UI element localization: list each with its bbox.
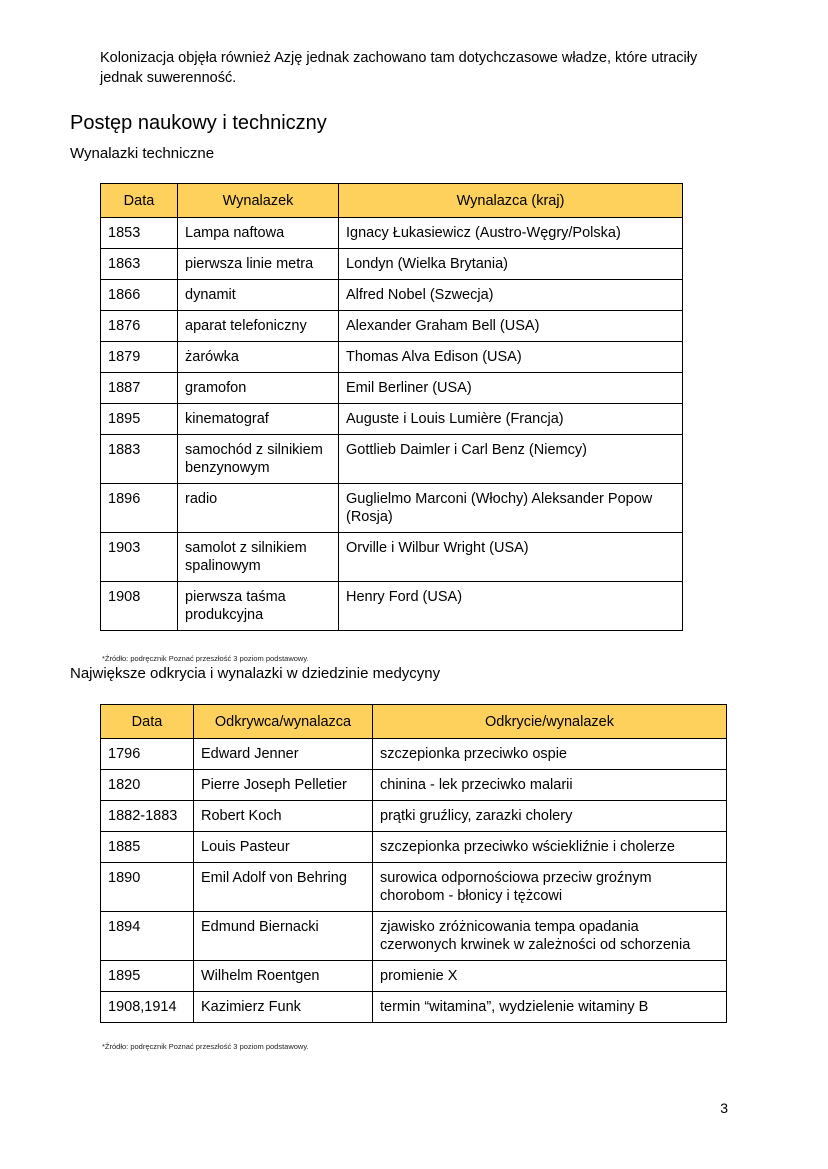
med-cell: Louis Pasteur [194,832,373,863]
med-source-note: *Źródło: podręcznik Poznać przeszłość 3 poziom podstawowy. [102,1042,309,1051]
tech-cell: Lampa naftowa [178,218,339,249]
med-cell: prątki gruźlicy, zarazki cholery [373,801,727,832]
tech-table-row [101,533,683,582]
tech-cell: 1876 [101,311,178,342]
medical-discoveries-table [100,704,727,1023]
med-cell: Edmund Biernacki [194,912,373,961]
tech-cell: samochód z silnikiem benzynowym [178,435,339,484]
med-cell: promienie X [373,961,727,992]
tech-cell: samolot z silnikiem spalinowym [178,533,339,582]
med-cell: 1820 [101,770,194,801]
tech-cell: 1883 [101,435,178,484]
tech-table-row [101,342,683,373]
med-header-discoverer: Odkrywca/wynalazca [194,705,373,739]
med-table-row [101,739,727,770]
med-cell: Edward Jenner [194,739,373,770]
med-cell: Wilhelm Roentgen [194,961,373,992]
tech-table-row [101,484,683,533]
tech-cell: Thomas Alva Edison (USA) [339,342,683,373]
tech-header-date: Data [101,184,178,218]
med-cell: termin “witamina”, wydzielenie witaminy B [373,992,727,1023]
med-cell: chinina - lek przeciwko malarii [373,770,727,801]
tech-cell: Orville i Wilbur Wright (USA) [339,533,683,582]
tech-table-row [101,249,683,280]
med-cell: Robert Koch [194,801,373,832]
tech-source-note: *Źródło: podręcznik Poznać przeszłość 3 poziom podstawowy. [102,654,309,663]
tech-cell: Gottlieb Daimler i Carl Benz (Niemcy) [339,435,683,484]
tech-cell: pierwsza linie metra [178,249,339,280]
med-header-discovery: Odkrycie/wynalazek [373,705,727,739]
med-cell: 1895 [101,961,194,992]
section-title: Postęp naukowy i techniczny [70,112,327,134]
med-table-row [101,832,727,863]
med-cell: szczepionka przeciwko wściekliźnie i cholerze [373,832,727,863]
med-cell: Pierre Joseph Pelletier [194,770,373,801]
tech-inventions-table [100,183,683,631]
tech-cell: Alexander Graham Bell (USA) [339,311,683,342]
page-number: 3 [720,1100,728,1116]
tech-header-invention: Wynalazek [178,184,339,218]
med-header-date: Data [101,705,194,739]
tech-cell: Ignacy Łukasiewicz (Austro-Węgry/Polska) [339,218,683,249]
intro-paragraph: Kolonizacja objęła również Azję jednak zachowano tam dotychczasowe władze, które utraciły jednak suwerenność. [100,50,698,86]
tech-cell: Henry Ford (USA) [339,582,683,631]
med-table-row [101,863,727,912]
tech-cell: kinematograf [178,404,339,435]
med-table-row [101,961,727,992]
tech-cell: aparat telefoniczny [178,311,339,342]
tech-cell: 1879 [101,342,178,373]
tech-cell: Alfred Nobel (Szwecja) [339,280,683,311]
tech-cell: Auguste i Louis Lumière (Francja) [339,404,683,435]
tech-heading: Wynalazki techniczne [70,145,215,162]
med-cell: szczepionka przeciwko ospie [373,739,727,770]
tech-cell: 1863 [101,249,178,280]
tech-table-row [101,404,683,435]
tech-cell: 1866 [101,280,178,311]
med-table-row [101,770,727,801]
med-cell: surowica odpornościowa przeciw groźnym chorobom - błonicy i tężcowi [373,863,727,912]
tech-table-row [101,582,683,631]
tech-cell: radio [178,484,339,533]
med-heading: Największe odkrycia i wynalazki w dziedzinie medycyny [70,665,441,682]
tech-cell: 1908 [101,582,178,631]
med-table-row [101,912,727,961]
tech-cell: 1896 [101,484,178,533]
tech-table-row [101,280,683,311]
med-cell: 1796 [101,739,194,770]
tech-cell: Emil Berliner (USA) [339,373,683,404]
med-cell: zjawisko zróżnicowania tempa opadania czerwonych krwinek w zależności od schorzenia [373,912,727,961]
tech-cell: Guglielmo Marconi (Włochy) Aleksander Popow (Rosja) [339,484,683,533]
tech-cell: Londyn (Wielka Brytania) [339,249,683,280]
med-cell: Kazimierz Funk [194,992,373,1023]
tech-cell: dynamit [178,280,339,311]
tech-cell: pierwsza taśma produkcyjna [178,582,339,631]
tech-header-inventor: Wynalazca (kraj) [339,184,683,218]
tech-cell: 1887 [101,373,178,404]
med-cell: Emil Adolf von Behring [194,863,373,912]
tech-table-row [101,311,683,342]
med-table-row [101,992,727,1023]
tech-cell: gramofon [178,373,339,404]
tech-cell: 1903 [101,533,178,582]
tech-cell: 1853 [101,218,178,249]
med-cell: 1890 [101,863,194,912]
med-cell: 1882-1883 [101,801,194,832]
tech-table-row [101,435,683,484]
tech-table-row [101,373,683,404]
med-cell: 1908,1914 [101,992,194,1023]
med-cell: 1885 [101,832,194,863]
med-cell: 1894 [101,912,194,961]
tech-table-row [101,218,683,249]
tech-cell: 1895 [101,404,178,435]
med-table-row [101,801,727,832]
tech-cell: żarówka [178,342,339,373]
